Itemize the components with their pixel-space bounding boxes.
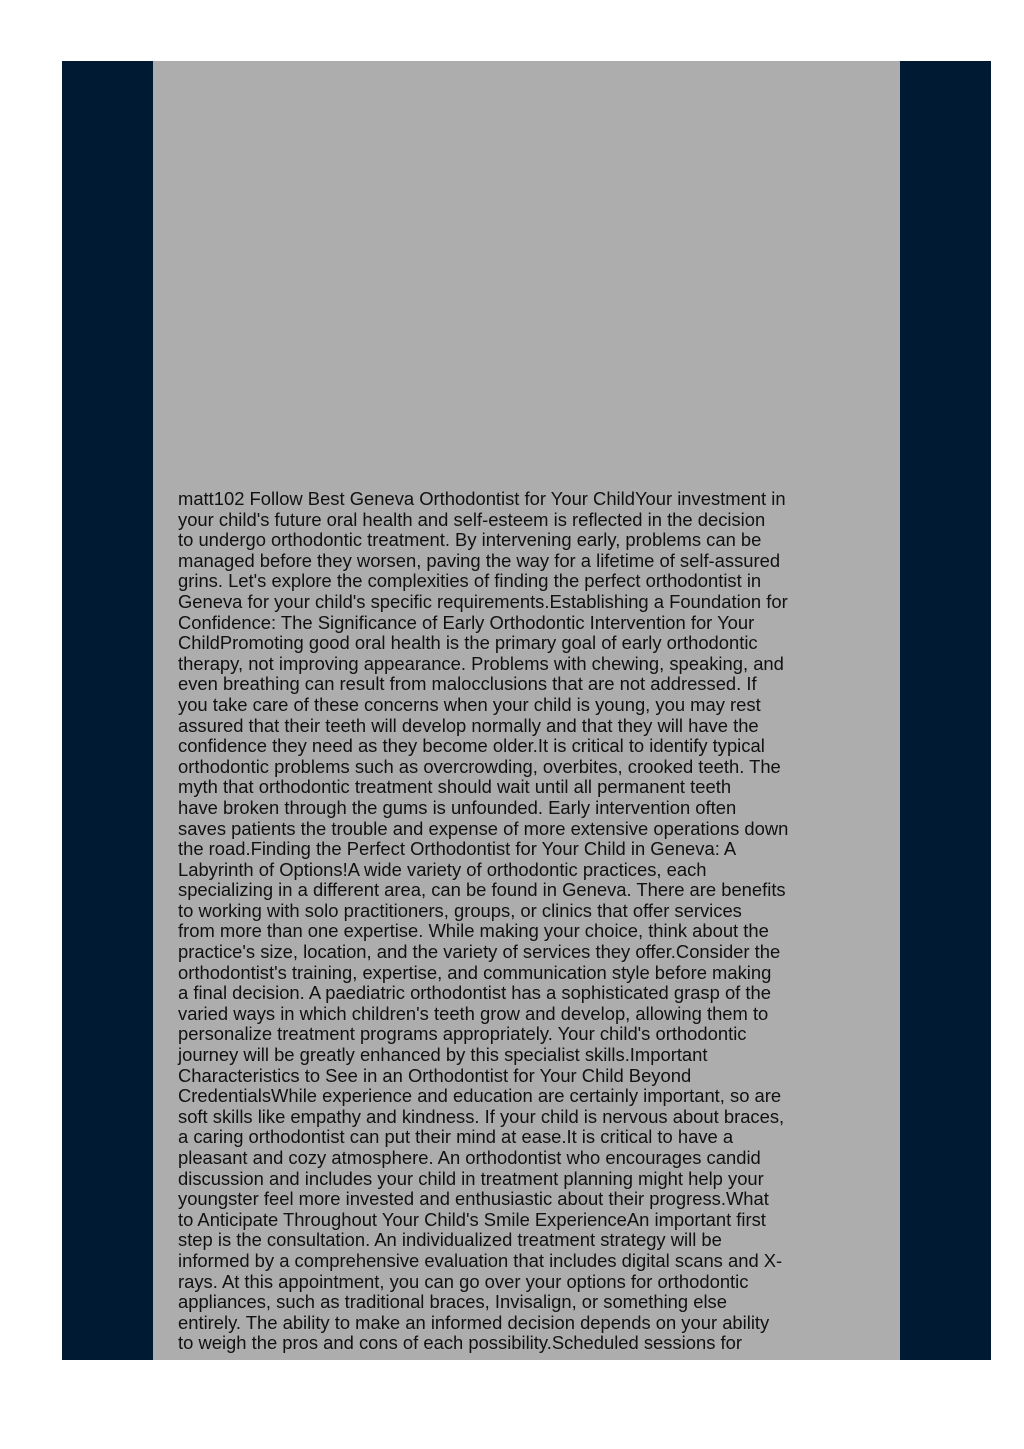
article-text: matt102 Follow Best Geneva Orthodontist for Your ChildYour investment in your child's future oral health and self-esteem is reflected in the decision to undergo orthodontic treatment. By intervening early, problems can be managed before they worsen, paving the way for a lifetime of self-assured grins. Let's explore the complexities of finding the perfect orthodontist in Geneva for your child's specific requirements.Establishing a Foundation for Confidence: The Significance of Early Orthodontic Intervention for Your ChildPromoting good oral health is the primary goal of early orthodontic therapy, not improving appearance. Problems with chewing, speaking, and even breathing can result from malocclusions that are not addressed. If you take care of these concerns when your child is young, you may rest assured that their teeth will develop normally and that they will have the confidence they need as they become older.It is critical to identify typical orthodontic problems such as overcrowding, overbites, crooked teeth. The myth that orthodontic treatment should wait until all permanent teeth have broken through the gums is unfounded. Early intervention often saves patients the trouble and expense of more extensive operations down the road.Finding the Perfect Orthodontist for Your Child in Geneva: A Labyrinth of Options!A wide variety of orthodontic practices, each specializing in a different area, can be found in Geneva. There are benefits to working with solo practitioners, groups, or clinics that offer services from more than one expertise. While making your choice, think about the practice's size, location, and the variety of services they offer.Consider the orthodontist's training, expertise, and communication style before making a final decision. A paediatric orthodontist has a sophisticated grasp of the varied ways in which children's teeth grow and develop, allowing them to personalize treatment programs appropriately. Your child's orthodontic journey will be greatly enhanced by this specialist skills.Important Characteristics to See in an Orthodontist for Your Child Beyond CredentialsWhile experience and education are certainly important, so are soft skills like empathy and kindness. If your child is nervous about braces, a caring orthodontist can put their mind at ease.It is critical to have a pleasant and cozy atmosphere. An orthodontist who encourages candid discussion and includes your child in treatment planning might help your youngster feel more invested and enthusiastic about their progress.What to Anticipate Throughout Your Child's Smile ExperienceAn important first step is the consultation. An individualized treatment strategy will be informed by a comprehensive evaluation that includes digital scans and X- rays. At this appointment, you can go over your options for orthodontic appliances, such as traditional braces, Invisalign, or something else entirely. The ability to make an informed decision depends on your ability to weigh the pros and cons of each possibility.Scheduled sessions for [178,488,789,1354]
document-page [153,61,900,1360]
